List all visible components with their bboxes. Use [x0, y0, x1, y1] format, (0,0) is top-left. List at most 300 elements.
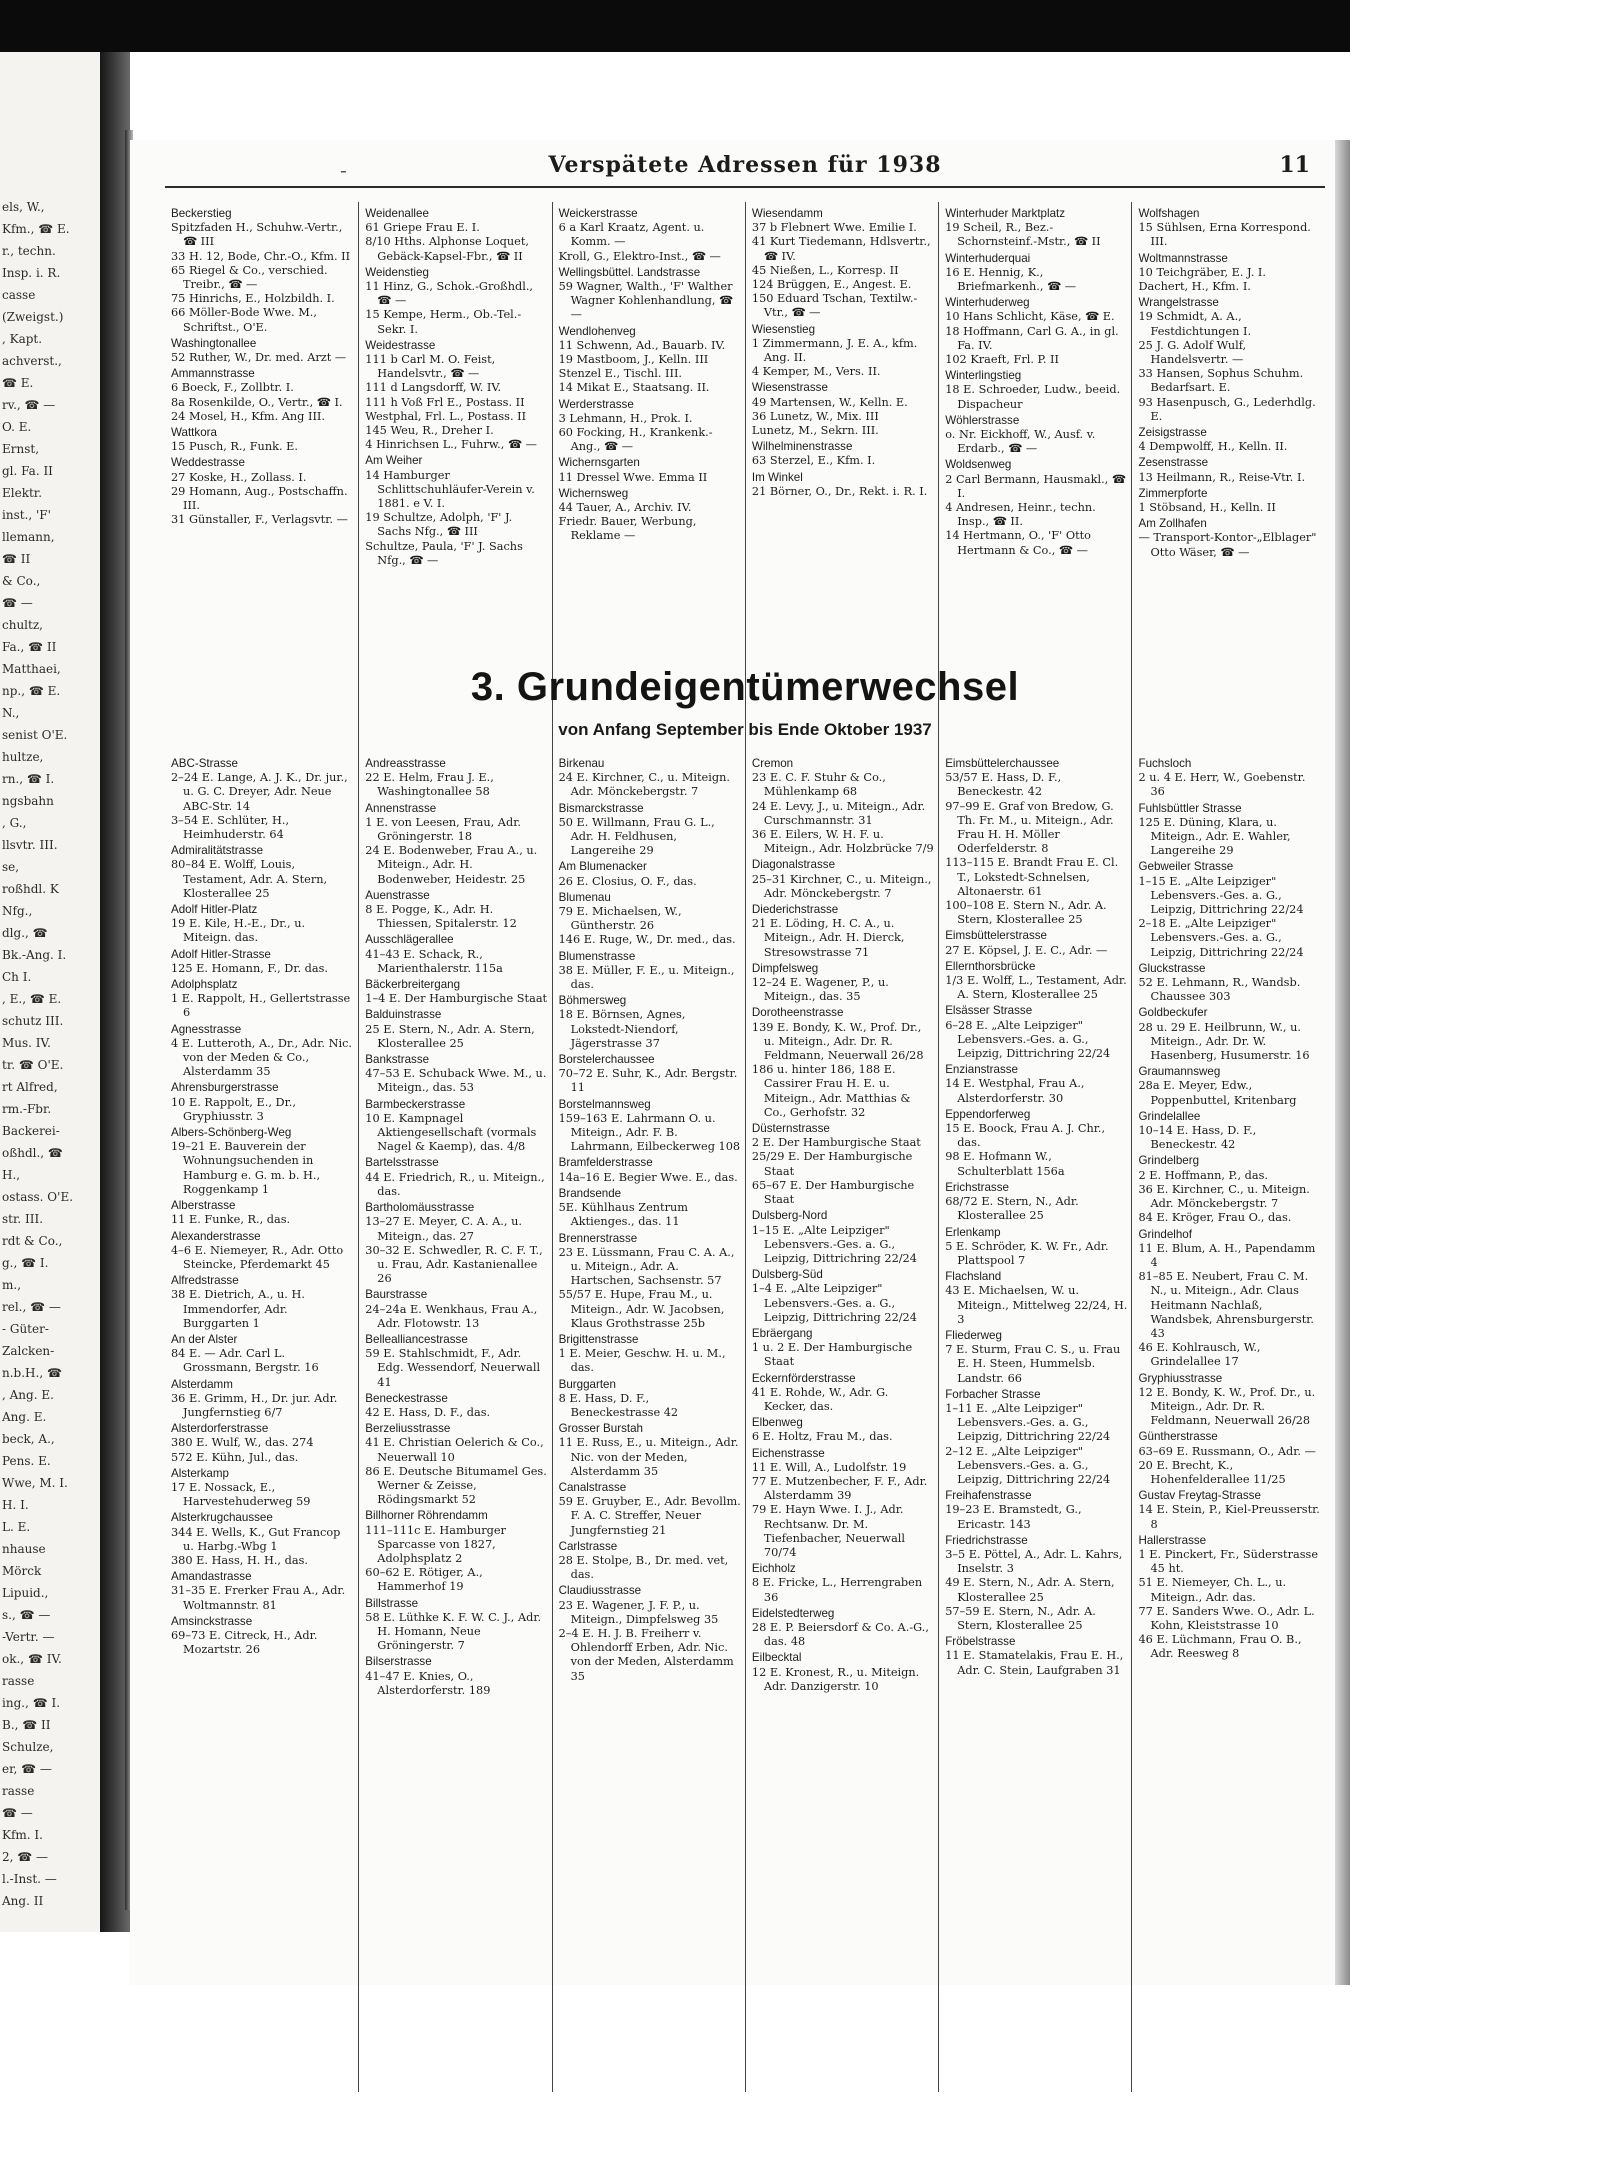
page-edge — [1335, 140, 1350, 1985]
previous-page-text: senist O'E. — [2, 728, 68, 742]
address-entry: 66 Möller-Bode Wwe. M., Schriftst., O'E. — [171, 306, 317, 334]
address-entry: 68/72 E. Stern, N., Adr. Klosterallee 25 — [945, 1195, 1079, 1223]
address-entry: 61 Griepe Frau E. I. — [365, 221, 480, 235]
address-entry: 2 E. Der Hamburgische Staat — [751, 1136, 921, 1150]
section-title: 3. Grundeigentümerwechsel — [470, 665, 1020, 709]
street-heading: Baurstrasse — [365, 1288, 428, 1302]
previous-page-text: Kfm. I. — [2, 1828, 43, 1842]
address-entry: 16 E. Hennig, K., Briefmarkenh., ☎ — — [945, 265, 1077, 294]
address-entry: 49 E. Stern, N., Adr. A. Stern, Klosterallee 25 — [945, 1576, 1115, 1604]
address-entry: 79 E. Michaelsen, W., Güntherstr. 26 — [558, 905, 682, 933]
street-heading: Winterhuder Marktplatz — [945, 207, 1066, 220]
address-entry: Dachert, H., Kfm. I. — [1138, 280, 1251, 294]
address-entry: 36 E. Grimm, H., Dr. jur. Adr. Jungfernstieg 6/7 — [171, 1391, 338, 1419]
street-heading: Zimmerpforte — [1138, 486, 1208, 500]
address-entry: 4 Kemper, M., Vers. II. — [751, 365, 881, 379]
previous-page-text: s., ☎ — — [2, 1608, 51, 1622]
address-entry: 18 E. Schroeder, Ludw., beeid. Dispacheur — [945, 383, 1121, 411]
address-entry: Friedr. Bauer, Werbung, Reklame — — [558, 515, 697, 543]
previous-page-text: achverst., — [2, 354, 62, 368]
previous-page-text: ngsbahn — [2, 794, 54, 808]
previous-page-text: beck, A., — [2, 1432, 55, 1446]
address-entry: 57–59 E. Stern, N., Adr. A. Stern, Klosterallee 25 — [945, 1604, 1096, 1632]
previous-page-text: , G., — [2, 816, 27, 830]
address-entry: 125 E. Homann, F., Dr. das. — [171, 961, 329, 975]
directory-column — [745, 752, 938, 2092]
previous-page-text: chultz, — [2, 618, 43, 632]
street-heading: Billhorner Röhrendamm — [365, 1509, 488, 1523]
address-entry: 14 E. Westphal, Frau A., Alsterdorferstr. 30 — [945, 1077, 1085, 1105]
street-heading: Eckernförderstrasse — [751, 1371, 856, 1385]
previous-page-text: str. III. — [2, 1212, 44, 1226]
street-heading: Elbenweg — [751, 1416, 803, 1430]
scan-border-right — [1350, 0, 1600, 2177]
address-entry: 31 Günstaller, F., Verlagsvtr. — — [171, 513, 348, 527]
previous-page-text: Kfm., ☎ E. — [2, 222, 70, 236]
address-entry: 50 E. Willmann, Frau G. L., Adr. H. Feldhusen, Langereihe 29 — [558, 815, 715, 858]
street-heading: Gustav Freytag-Strasse — [1138, 1489, 1261, 1503]
address-entry: 43 E. Michaelsen, W. u. Miteign., Mittelweg 22/24, H. 3 — [945, 1284, 1128, 1326]
street-heading: Alsterdorferstrasse — [171, 1422, 269, 1436]
street-heading: Gebweiler Strasse — [1138, 860, 1234, 874]
address-entry: 150 Eduard Tschan, Textilw.-Vtr., ☎ — — [751, 292, 918, 320]
previous-page-text: ok., ☎ IV. — [2, 1652, 62, 1666]
address-entry: 8 E. Hass, D. F., Beneckestrasse 42 — [558, 1391, 679, 1419]
previous-page-text: & Co., — [2, 574, 41, 588]
address-entry: 38 E. Müller, F. E., u. Miteign., das. — [558, 963, 735, 992]
previous-page-text: l.-Inst. — — [2, 1872, 57, 1886]
street-heading: Winterlingstieg — [945, 369, 1022, 383]
address-entry: 14 E. Stein, P., Kiel-Preusserstr. 8 — [1138, 1503, 1320, 1531]
street-heading: Elsässer Strasse — [945, 1004, 1033, 1018]
address-entry: 55/57 E. Hupe, Frau M., u. Miteign., Adr. W. Jacobsen, Klaus Grothstrasse 25b — [558, 1288, 725, 1330]
previous-page-text: 2, ☎ — — [2, 1850, 49, 1864]
street-heading: Adolphsplatz — [171, 978, 238, 992]
street-heading: Ebräergang — [751, 1326, 813, 1340]
address-entry: 41 E. Christian Oelerich & Co., Neuerwall 10 — [365, 1436, 544, 1464]
street-heading: Dimpfelsweg — [751, 961, 819, 975]
street-heading: Fuchsloch — [1138, 757, 1192, 770]
street-heading: Fuhlsbüttler Strasse — [1138, 801, 1242, 815]
street-heading: Ahrensburgerstrasse — [171, 1081, 279, 1095]
address-entry: 37 b Flebnert Wwe. Emilie I. — [751, 221, 917, 235]
address-entry: 4 Dempwolff, H., Kelln. II. — [1138, 440, 1288, 454]
street-heading: Balduinstrasse — [365, 1008, 442, 1022]
address-entry: 10 E. Rappolt, E., Dr., Gryphiusstr. 3 — [171, 1095, 296, 1123]
previous-page-text: Wwe, M. I. — [2, 1476, 68, 1490]
address-entry: 22 E. Helm, Frau J. E., Washingtonallee 58 — [365, 771, 494, 799]
street-heading: Alsterkrugchaussee — [171, 1511, 273, 1525]
address-entry: 113–115 E. Brandt Frau E. Cl. T., Lokstedt-Schnelsen, Altonaerstr. 61 — [945, 856, 1119, 898]
previous-page-text: Ang. E. — [2, 1410, 47, 1424]
street-heading: Zeisigstrasse — [1138, 426, 1207, 440]
previous-page-text: ☎ — — [2, 1806, 33, 1820]
previous-page-text: hultze, — [2, 750, 44, 764]
address-entry: 27 E. Köpsel, J. E. C., Adr. — — [945, 943, 1108, 957]
street-heading: Freihafenstrasse — [945, 1489, 1032, 1503]
address-entry: 24–24a E. Wenkhaus, Frau A., Adr. Flotowstr. 13 — [365, 1302, 538, 1330]
previous-page-text: H. I. — [2, 1498, 29, 1512]
address-entry: 46 E. Lüchmann, Frau O. B., Adr. Reesweg 8 — [1138, 1633, 1302, 1661]
previous-page-text: m., — [2, 1278, 22, 1292]
address-entry: 4 Hinrichsen L., Fuhrw., ☎ — — [365, 438, 537, 452]
previous-page-text: g., ☎ I. — [2, 1256, 49, 1270]
address-entry: Westphal, Frl. L., Postass. II — [365, 409, 527, 423]
address-entry: 13–27 E. Meyer, C. A. A., u. Miteign., das. 27 — [365, 1215, 522, 1243]
previous-page-text: r., techn. — [2, 244, 56, 258]
address-entry: 21 Börner, O., Dr., Rekt. i. R. I. — [751, 484, 928, 498]
previous-page-text: rm.-Fbr. — [2, 1102, 52, 1116]
street-heading: Grindelallee — [1138, 1109, 1201, 1123]
address-entry: 26 E. Closius, O. F., das. — [558, 874, 697, 888]
address-entry: 19 Mastboom, J., Kelln. III — [558, 353, 709, 367]
address-entry: 59 Wagner, Walth., 'F' Walther Wagner Kohlenhandlung, ☎ — — [558, 280, 734, 322]
address-entry: 18 E. Börnsen, Agnes, Lokstedt-Niendorf, Jägerstrasse 37 — [558, 1008, 686, 1050]
address-entry: 145 Weu, R., Dreher I. — [365, 424, 494, 438]
street-heading: Eppendorferweg — [945, 1107, 1031, 1121]
address-entry: 38 E. Dietrich, A., u. H. Immendorfer, Adr. Burggarten 1 — [171, 1288, 305, 1330]
previous-page-text: rel., ☎ — — [2, 1300, 61, 1314]
address-entry: 111–111c E. Hamburger Sparcasse von 1827, Adolphsplatz 2 — [365, 1523, 506, 1565]
previous-page-text: N., — [2, 706, 20, 720]
previous-page-text: els, W., — [2, 200, 45, 214]
street-heading: Winterhuderweg — [945, 296, 1030, 310]
address-entry: 100–108 E. Stern N., Adr. A. Stern, Klosterallee 25 — [945, 899, 1107, 927]
street-heading: Gryphiusstrasse — [1138, 1371, 1223, 1385]
address-entry: 63 Sterzel, E., Kfm. I. — [751, 454, 876, 468]
street-heading: Wiesenstrasse — [751, 381, 828, 395]
address-entry: 11 E. Funke, R., das. — [171, 1213, 291, 1227]
address-entry: 111 d Langsdorff, W. IV. — [365, 381, 502, 395]
address-entry: 59 E. Gruyber, E., Adr. Bevollm. F. A. C. Streffer, Neuer Jungfernstieg 21 — [558, 1495, 741, 1537]
street-heading: Bäckerbreitergang — [365, 978, 461, 992]
street-heading: Weickerstrasse — [558, 207, 638, 220]
street-heading: Flachsland — [945, 1270, 1002, 1284]
street-heading: Eimsbüttelerstrasse — [945, 929, 1047, 943]
previous-page-text: - Güter- — [2, 1322, 49, 1336]
address-entry: 29 Homann, Aug., Postschaffn. III. — [171, 484, 348, 513]
previous-page-text: oßhdl., ☎ — [2, 1146, 63, 1160]
street-heading: Zesenstrasse — [1138, 456, 1209, 470]
address-entry: — Transport-Kontor-„Elblager" Otto Wäser, ☎ — — [1138, 531, 1317, 559]
address-entry: 4–6 E. Niemeyer, R., Adr. Otto Steincke, Pferdemarkt 45 — [171, 1243, 344, 1271]
address-entry: 23 E. C. F. Stuhr & Co., Mühlenkamp 68 — [751, 771, 886, 799]
address-entry: Lunetz, M., Sekrn. III. — [751, 424, 879, 438]
street-heading: Wichernsgarten — [558, 456, 640, 470]
street-heading: Andreasstrasse — [365, 757, 446, 770]
address-entry: 80–84 E. Wolff, Louis, Testament, Adr. A. Stern, Klosterallee 25 — [171, 858, 328, 900]
street-heading: Carlstrasse — [558, 1539, 618, 1553]
address-entry: 65–67 E. Der Hamburgische Staat — [751, 1178, 915, 1207]
previous-page-text: gl. Fa. II — [2, 464, 53, 478]
address-entry: Kroll, G., Elektro-Inst., ☎ — — [558, 249, 721, 263]
previous-page-text: schutz III. — [2, 1014, 64, 1028]
directory-column — [938, 752, 1131, 2092]
address-entry: 28a E. Meyer, Edw., Poppenbuttel, Kritenbarg — [1138, 1079, 1297, 1107]
address-entry: 28 u. 29 E. Heilbrunn, W., u. Miteign., Adr. Dr. W. Hasenberg, Husumerstr. 16 — [1138, 1020, 1310, 1063]
previous-page-text: Ch I. — [2, 970, 32, 984]
address-entry: 33 H. 12, Bode, Chr.-O., Kfm. II — [171, 249, 351, 263]
street-heading: Fröbelstrasse — [945, 1635, 1016, 1649]
address-entry: Spitzfaden H., Schuhw.-Vertr., ☎ III — [171, 221, 343, 249]
address-entry: 28 E. Stolpe, B., Dr. med. vet, das. — [558, 1553, 729, 1582]
address-entry: 41 Kurt Tiedemann, Hdlsvertr., ☎ IV. — [751, 235, 931, 263]
address-entry: 24 E. Bodenweber, Frau A., u. Miteign., Adr. H. Bodenweber, Heidestr. 25 — [365, 844, 538, 886]
address-entry: 8/10 Hths. Alphonse Loquet, Gebäck-Kapsel-Fbr., ☎ II — [365, 235, 529, 263]
street-heading: Annenstrasse — [365, 801, 437, 815]
street-heading: Ammannstrasse — [171, 367, 255, 381]
previous-page-text: ☎ E. — [2, 376, 34, 390]
street-heading: Bellealliancestrasse — [365, 1332, 468, 1346]
previous-page-text: Bk.-Ang. I. — [2, 948, 67, 962]
previous-page-text: ostass. O'E. — [2, 1190, 74, 1204]
street-heading: Eilbecktal — [751, 1651, 802, 1665]
address-entry: 15 Pusch, R., Funk. E. — [171, 440, 298, 454]
address-entry: 1 u. 2 E. Der Hamburgische Staat — [751, 1341, 913, 1369]
previous-page-text: Mörck — [2, 1564, 42, 1578]
street-heading: Claudiusstrasse — [558, 1584, 642, 1598]
address-entry: 25 J. G. Adolf Wulf, Handelsvertr. — — [1138, 338, 1247, 367]
address-entry: Stenzel E., Tischl. III. — [558, 367, 683, 381]
address-entry: 2 Carl Bermann, Hausmakl., ☎ I. — [945, 472, 1126, 500]
address-entry: 63–69 E. Russmann, O., Adr. — — [1138, 1444, 1316, 1458]
street-heading: Bankstrasse — [365, 1053, 430, 1067]
address-entry: 15 Kempe, Herm., Ob.-Tel.-Sekr. I. — [365, 308, 522, 336]
street-heading: Woltmannstrasse — [1138, 251, 1228, 265]
previous-page-text: rasse — [2, 1784, 35, 1798]
street-heading: Auenstrasse — [365, 888, 430, 902]
street-heading: Brigittenstrasse — [558, 1332, 639, 1346]
previous-page-text: n.b.H., ☎ — [2, 1366, 62, 1380]
previous-page-text: Mus. IV. — [2, 1036, 51, 1050]
address-entry: 15 E. Boock, Frau A. J. Chr., das. — [945, 1122, 1106, 1150]
street-heading: An der Alster — [171, 1332, 238, 1346]
street-heading: Eichenstrasse — [751, 1446, 825, 1460]
address-entry: 86 E. Deutsche Bitumamel Ges. Werner & Zeisse, Rödingsmarkt 52 — [365, 1464, 547, 1507]
street-heading: Blumenau — [558, 890, 611, 904]
previous-page-text: (Zweigst.) — [2, 310, 64, 324]
street-heading: Böhmersweg — [558, 994, 627, 1008]
previous-page-text: dlg., ☎ — [2, 926, 48, 940]
previous-page-text: Ernst, — [2, 442, 40, 456]
address-entry: 28 E. P. Beiersdorf & Co. A.-G., das. 48 — [751, 1620, 929, 1649]
address-entry: 5 E. Schröder, K. W. Fr., Adr. Plattspool 7 — [945, 1239, 1109, 1267]
previous-page-text: llemann, — [2, 530, 55, 544]
street-heading: Bartelsstrasse — [365, 1156, 439, 1170]
address-entry: 33 Hansen, Sophus Schuhm. Bedarfsart. E. — [1138, 367, 1304, 395]
address-entry: 98 E. Hofmann W., Schulterblatt 156a — [945, 1150, 1065, 1178]
address-entry: 69–73 E. Citreck, H., Adr. Mozartstr. 26 — [171, 1628, 318, 1657]
street-heading: Weidenallee — [365, 207, 429, 220]
previous-page-text: rt Alfred, — [2, 1080, 58, 1094]
address-entry: 3–5 E. Pöttel, A., Adr. L. Kahrs, Inselstr. 3 — [945, 1547, 1123, 1576]
address-entry: 1/3 E. Wolff, L., Testament, Adr. A. Stern, Klosterallee 25 — [945, 974, 1127, 1002]
previous-page-text: Zalcken- — [2, 1344, 55, 1358]
address-entry: 52 E. Lehmann, R., Wandsb. Chaussee 303 — [1138, 976, 1301, 1004]
address-entry: 93 Hasenpusch, G., Lederhdlg. E. — [1138, 395, 1316, 423]
street-heading: Weidenstieg — [365, 265, 429, 279]
directory-page — [130, 140, 1335, 1985]
previous-page-text: roßhdl. K — [2, 882, 59, 896]
address-entry: 10 Hans Schlicht, Käse, ☎ E. — [945, 310, 1115, 324]
address-entry: 125 E. Düning, Klara, u. Miteign., Adr. E. Wahler, Langereihe 29 — [1138, 815, 1291, 858]
street-heading: Alsterdamm — [171, 1377, 233, 1391]
address-entry: 47–53 E. Schuback Wwe. M., u. Miteign., das. 53 — [365, 1067, 547, 1095]
address-entry: 25/29 E. Der Hamburgische Staat — [751, 1150, 913, 1178]
previous-page-text: -Vertr. — — [2, 1630, 55, 1644]
previous-page-text: Insp. i. R. — [2, 266, 61, 280]
address-entry: 79 E. Hayn Wwe. I. J., Adr. Rechtsanw. Dr. M. Tiefenbacher, Neuerwall 70/74 — [751, 1503, 906, 1559]
street-heading: Grosser Burstah — [558, 1422, 643, 1436]
street-heading: Brandsende — [558, 1186, 622, 1200]
street-heading: Wattkora — [171, 426, 217, 440]
street-heading: Alberstrasse — [171, 1199, 236, 1213]
address-entry: 23 E. Lüssmann, Frau C. A. A., u. Miteign., Adr. A. Hartschen, Sachsenstr. 57 — [558, 1245, 735, 1288]
previous-page-text: Matthaei, — [2, 662, 61, 676]
previous-page-text: Elektr. — [2, 486, 43, 500]
street-heading: Gluckstrasse — [1138, 961, 1206, 975]
address-entry: 45 Nießen, L., Korresp. II — [751, 263, 899, 277]
directory-column — [165, 752, 358, 2092]
header-title: Verspätete Adressen für 1938 — [548, 152, 942, 178]
address-entry: 1 E. von Leesen, Frau, Adr. Gröningerstr. 18 — [365, 815, 521, 844]
address-entry: 19 Schmidt, A. A., Festdichtungen I. — [1138, 310, 1252, 338]
address-entry: 8 E. Pogge, K., Adr. H. Thiessen, Spitalerstr. 12 — [365, 903, 517, 931]
address-entry: 84 E. Kröger, Frau O., das. — [1138, 1211, 1292, 1225]
street-heading: Amsinckstrasse — [171, 1614, 253, 1628]
address-entry: 1–11 E. „Alte Leipziger" Lebensvers.-Ges. a. G., Leipzig, Dittrichring 22/24 — [945, 1401, 1111, 1444]
previous-page-text: nhause — [2, 1542, 46, 1556]
address-entry: 20 E. Brecht, K., Hohenfelderallee 11/25 — [1138, 1458, 1286, 1486]
address-entry: 14 Hamburger Schlittschuhläufer-Verein v. 1881. e V. I. — [365, 468, 535, 511]
street-heading: Grindelberg — [1138, 1154, 1200, 1168]
address-entry: 27 Koske, H., Zollass. I. — [171, 470, 307, 484]
previous-page-text: np., ☎ E. — [2, 684, 61, 698]
street-heading: Grindelhof — [1138, 1227, 1192, 1241]
previous-page-text: Lipuid., — [2, 1586, 49, 1600]
previous-page-text: L. E. — [2, 1520, 31, 1534]
street-heading: Wellingsbüttel. Landstrasse — [558, 265, 701, 279]
street-heading: Wilhelminenstrasse — [751, 440, 853, 454]
address-entry: 1–4 E. „Alte Leipziger" Lebensvers.-Ges. a. G., Leipzig, Dittrichring 22/24 — [751, 1282, 917, 1324]
address-entry: 4 Andresen, Heinr., techn. Insp., ☎ II. — [945, 501, 1096, 529]
address-entry: 11 Dressel Wwe. Emma II — [558, 470, 708, 484]
address-entry: 1 Stöbsand, H., Kelln. II — [1138, 501, 1276, 515]
address-entry: 4 E. Lutteroth, A., Dr., Adr. Nic. von der Meden & Co., Alsterdamm 35 — [171, 1036, 353, 1079]
previous-page-text: Ang. II — [2, 1894, 44, 1908]
address-entry: 59 E. Stahlschmidt, F., Adr. Edg. Wessendorf, Neuerwall 41 — [365, 1347, 541, 1389]
address-entry: 7 E. Sturm, Frau C. S., u. Frau E. H. Steen, Hummelsb. Landstr. 66 — [945, 1343, 1121, 1385]
address-entry: 2–18 E. „Alte Leipziger" Lebensvers.-Ges. a. G., Leipzig, Dittrichring 22/24 — [1138, 917, 1304, 959]
address-entry: 30–32 E. Schwedler, R. C. F. T., u. Frau, Adr. Kastanienallee 26 — [365, 1243, 543, 1286]
address-entry: 1 Zimmermann, J. E. A., kfm. Ang. II. — [751, 336, 918, 365]
address-entry: 146 E. Ruge, W., Dr. med., das. — [558, 933, 736, 947]
street-heading: Enzianstrasse — [945, 1063, 1019, 1077]
address-entry: 8 E. Fricke, L., Herrengraben 36 — [751, 1576, 923, 1604]
address-entry: 65 Riegel & Co., verschied. Treibr., ☎ — — [171, 263, 328, 292]
address-entry: 15 Sühlsen, Erna Korrespond. III. — [1138, 221, 1311, 249]
street-heading: Bramfelderstrasse — [558, 1156, 653, 1170]
street-heading: Alsterkamp — [171, 1466, 229, 1480]
street-heading: Am Blumenacker — [558, 860, 647, 874]
previous-page-text: , Kapt. — [2, 332, 43, 346]
address-entry: 6 E. Holtz, Frau M., das. — [751, 1430, 893, 1444]
address-entry: 13 Heilmann, R., Reise-Vtr. I. — [1138, 470, 1306, 484]
street-heading: Im Winkel — [751, 470, 803, 484]
address-entry: 1 E. Pinckert, Fr., Süderstrasse 45 ht. — [1138, 1547, 1319, 1576]
directory-column — [552, 752, 745, 2092]
address-entry: 41–43 E. Schack, R., Marienthalerstr. 115a — [365, 947, 503, 975]
address-entry: 51 E. Niemeyer, Ch. L., u. Miteign., Adr. das. — [1138, 1576, 1287, 1604]
street-heading: Wendlohenveg — [558, 324, 636, 338]
header-ornament: - — [340, 158, 347, 182]
address-entry: o. Nr. Eickhoff, W., Ausf. v. Erdarb., ☎ — — [945, 428, 1096, 456]
previous-page-text: rdt & Co., — [2, 1234, 63, 1248]
address-entry: 53/57 E. Hass, D. F., Beneckestr. 42 — [945, 771, 1062, 799]
address-entry: 44 Tauer, A., Archiv. IV. — [558, 501, 692, 515]
address-entry: 75 Hinrichs, E., Holzbildh. I. — [171, 292, 335, 306]
street-heading: Friedrichstrasse — [945, 1533, 1028, 1547]
address-entry: 572 E. Kühn, Jul., das. — [171, 1450, 299, 1464]
street-heading: Dorotheenstrasse — [751, 1006, 844, 1020]
address-entry: 124 Brüggen, E., Angest. E. — [751, 278, 912, 292]
address-entry: 25–31 Kirchner, C., u. Miteign., Adr. Mönckebergstr. 7 — [751, 872, 932, 900]
street-heading: Werderstrasse — [558, 397, 634, 411]
address-entry: 111 b Carl M. O. Feist, Handelsvtr., ☎ — — [365, 353, 496, 381]
address-entry: 24 Mosel, H., Kfm. Ang III. — [171, 409, 325, 423]
street-heading: Alexanderstrasse — [171, 1229, 261, 1243]
street-heading: Billstrasse — [365, 1596, 419, 1610]
previous-page-text: Schulze, — [2, 1740, 54, 1754]
address-entry: 77 E. Sanders Wwe. O., Adr. L. Kohn, Kleiststrasse 10 — [1138, 1604, 1315, 1632]
address-entry: 3–54 E. Schlüter, H., Heimhuderstr. 64 — [171, 813, 290, 842]
address-entry: 2 u. 4 E. Herr, W., Goebenstr. 36 — [1138, 771, 1306, 799]
street-heading: Albers-Schönberg-Weg — [171, 1126, 292, 1140]
address-entry: 11 Schwenn, Ad., Bauarb. IV. — [558, 338, 726, 352]
address-entry: 1–4 E. Der Hamburgische Staat — [365, 992, 548, 1006]
address-entry: 84 E. — Adr. Carl L. Grossmann, Bergstr. 16 — [171, 1347, 319, 1375]
address-entry: 70–72 E. Suhr, K., Adr. Bergstr. 11 — [558, 1067, 738, 1095]
directory-column — [358, 752, 551, 2092]
street-heading: Blumenstrasse — [558, 949, 636, 963]
address-entry: 41 E. Rohde, W., Adr. G. Kecker, das. — [751, 1385, 889, 1413]
ownership-change-columns — [165, 752, 1325, 2092]
address-entry: 12 E. Kronest, R., u. Miteign. Adr. Danzigerstr. 10 — [751, 1665, 920, 1693]
address-entry: 24 E. Kirchner, C., u. Miteign. Adr. Mönckebergstr. 7 — [558, 771, 730, 799]
street-heading: Diagonalstrasse — [751, 858, 836, 872]
street-heading: Borstelerchaussee — [558, 1053, 655, 1067]
address-entry: 11 E. Will, A., Ludolfstr. 19 — [751, 1460, 907, 1474]
street-heading: Bilserstrasse — [365, 1655, 432, 1669]
street-heading: Bartholomäusstrasse — [365, 1201, 475, 1215]
address-entry: 1 E. Meier, Geschw. H. u. M., das. — [558, 1347, 726, 1375]
previous-page-text: er, ☎ — — [2, 1762, 52, 1776]
previous-page-text: B., ☎ II — [2, 1718, 51, 1732]
street-heading: Wiesendamm — [751, 207, 823, 220]
previous-page-text: casse — [2, 288, 36, 302]
address-entry: 14 Mikat E., Staatsang. II. — [558, 381, 710, 395]
address-entry: 159–163 E. Lahrmann O. u. Miteign., Adr. F. B. Lahrmann, Eilbeckerweg 108 — [558, 1111, 741, 1154]
street-heading: Forbacher Strasse — [945, 1387, 1041, 1401]
street-heading: Goldbeckufer — [1138, 1006, 1208, 1020]
address-entry: 19 Scheil, R., Bez.-Schornsteinf.-Mstr., ☎ II — [945, 221, 1101, 249]
street-heading: Diederichstrasse — [751, 903, 839, 917]
address-entry: 2–24 E. Lange, A. J. K., Dr. jur., u. G. C. Dreyer, Adr. Neue ABC-Str. 14 — [171, 771, 348, 813]
street-heading: Erlenkamp — [945, 1225, 1001, 1239]
address-entry: 46 E. Kohlrausch, W., Grindelallee 17 — [1138, 1341, 1261, 1369]
address-entry: 77 E. Mutzenbecher, F. F., Adr. Alsterdamm 39 — [751, 1474, 928, 1503]
address-entry: 6 a Karl Kraatz, Agent. u. Komm. — — [558, 221, 705, 249]
